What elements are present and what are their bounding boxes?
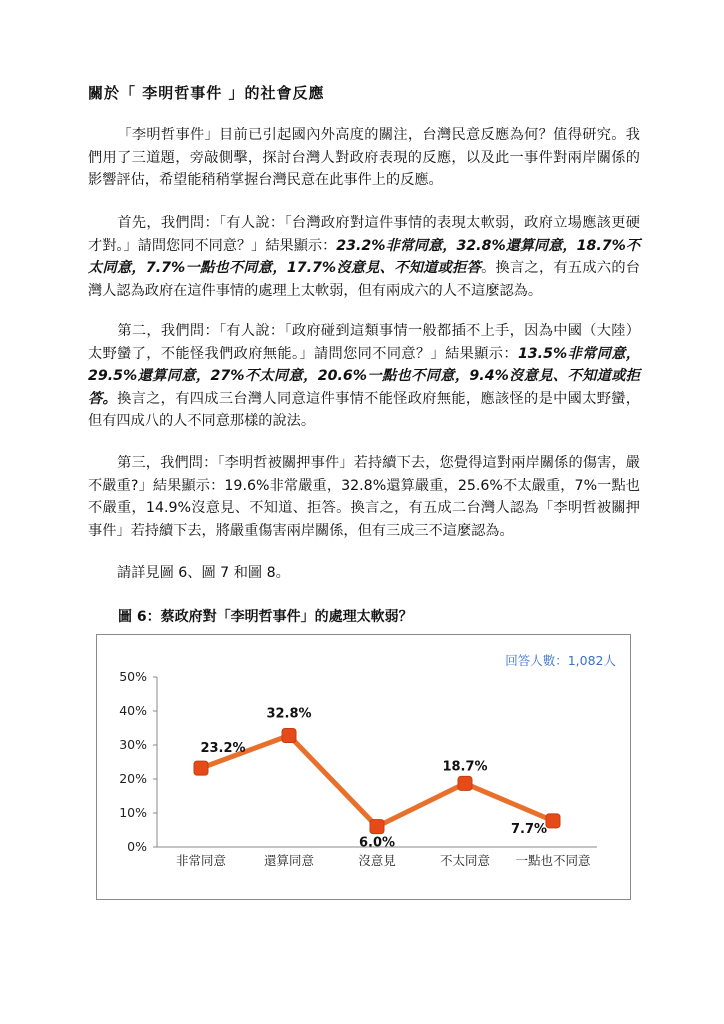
x-tick-label: 還算同意 [263,853,315,868]
question3-paragraph [88,452,640,542]
question2-paragraph [88,320,640,433]
figure-title: 圖 6：蔡政府對「李明哲事件」的處理太軟弱？ [118,609,413,625]
question1-results: 23.2%非常同意，32.8%還算同意，18.7%不太同意，7.7%一點也不同意，17.7%沒意見、不知道或拒答 [88,237,641,276]
question3-text: 第三，我們問：「李明哲被關押事件」若持續下去，您覺得這對兩岸關係的傷害，嚴不嚴重?」結果顯示：19.6%非常嚴重，32.8%還算嚴重，25.6%不太嚴重，7%一點也不嚴重，14.9%沒意見、不知道、拒答。換言之，有五成二台灣人認為「李明哲被關押事件」若持續下去，將嚴重傷害兩岸關係，但有三成三不這麼認為。 [88,455,640,539]
data-label: 23.2% [200,741,246,757]
line-chart [96,634,631,900]
x-tick-label: 沒意見 [358,853,396,868]
data-label: 32.8% [266,706,312,722]
x-tick-label: 不太同意 [439,853,491,868]
y-tick-label: 30% [119,737,147,752]
series-line [201,735,553,826]
x-tick-label: 一點也不同意 [515,853,591,868]
y-tick-label: 10% [119,805,147,820]
x-tick-label: 非常同意 [175,853,227,868]
y-tick-label: 20% [119,771,147,786]
question1-tail: 。換言之，有五成六的台灣人認為政府在這件事情的處理上太軟弱，但有兩成六的人不這麼認為。 [88,260,640,299]
data-label: 7.7% [510,821,548,837]
see-figures-text: 請詳見圖 6、圖 7 和圖 8。 [117,565,290,581]
intro-text: 「李明哲事件」目前已引起國內外高度的關注，台灣民意反應為何？值得研究。我們用了三道題，旁敲側擊，探討台灣人對政府表現的反應，以及此一事件對兩岸關係的影響評估，希望能稍稍掌握台灣民意在此事件上的反應。 [88,127,640,188]
data-label: 18.7% [442,759,488,775]
data-point [458,776,472,790]
respondents-count: 回答人數：1,082人 [505,653,616,668]
see-figures-paragraph [88,562,640,585]
y-tick-label: 40% [119,703,147,718]
chart-svg [97,635,630,899]
data-label: 6.0% [358,835,396,851]
y-tick-label: 50% [119,669,147,684]
question2-lead: 第二，我們問：「有人說：「政府碰到這類事情一般都插不上手，因為中國（大陸）太野蠻了，不能怪我們政府無能。」請問您同不同意？」結果顯示： [88,323,640,362]
data-point [282,728,296,742]
data-point [370,820,384,834]
question1-lead: 首先，我們問：「有人說：「台灣政府對這件事情的表現太軟弱，政府立場應該更硬才對。」請問您同不同意？」結果顯示： [88,215,640,254]
data-point [546,814,560,828]
y-tick-label: 0% [127,839,147,854]
question2-results: 13.5%非常同意，29.5%還算同意，27%不太同意，20.6%一點也不同意，9.4%沒意見、不知道或拒答。 [88,345,640,407]
question1-paragraph [88,212,640,302]
document-title: 關於「 李明哲事件 」的社會反應 [88,84,325,102]
question2-tail: 換言之，有四成三台灣人同意這件事情不能怪政府無能，應該怪的是中國太野蠻，但有四成八的人不同意那樣的說法。 [88,390,640,429]
data-point [194,761,208,775]
intro-paragraph [88,124,640,192]
